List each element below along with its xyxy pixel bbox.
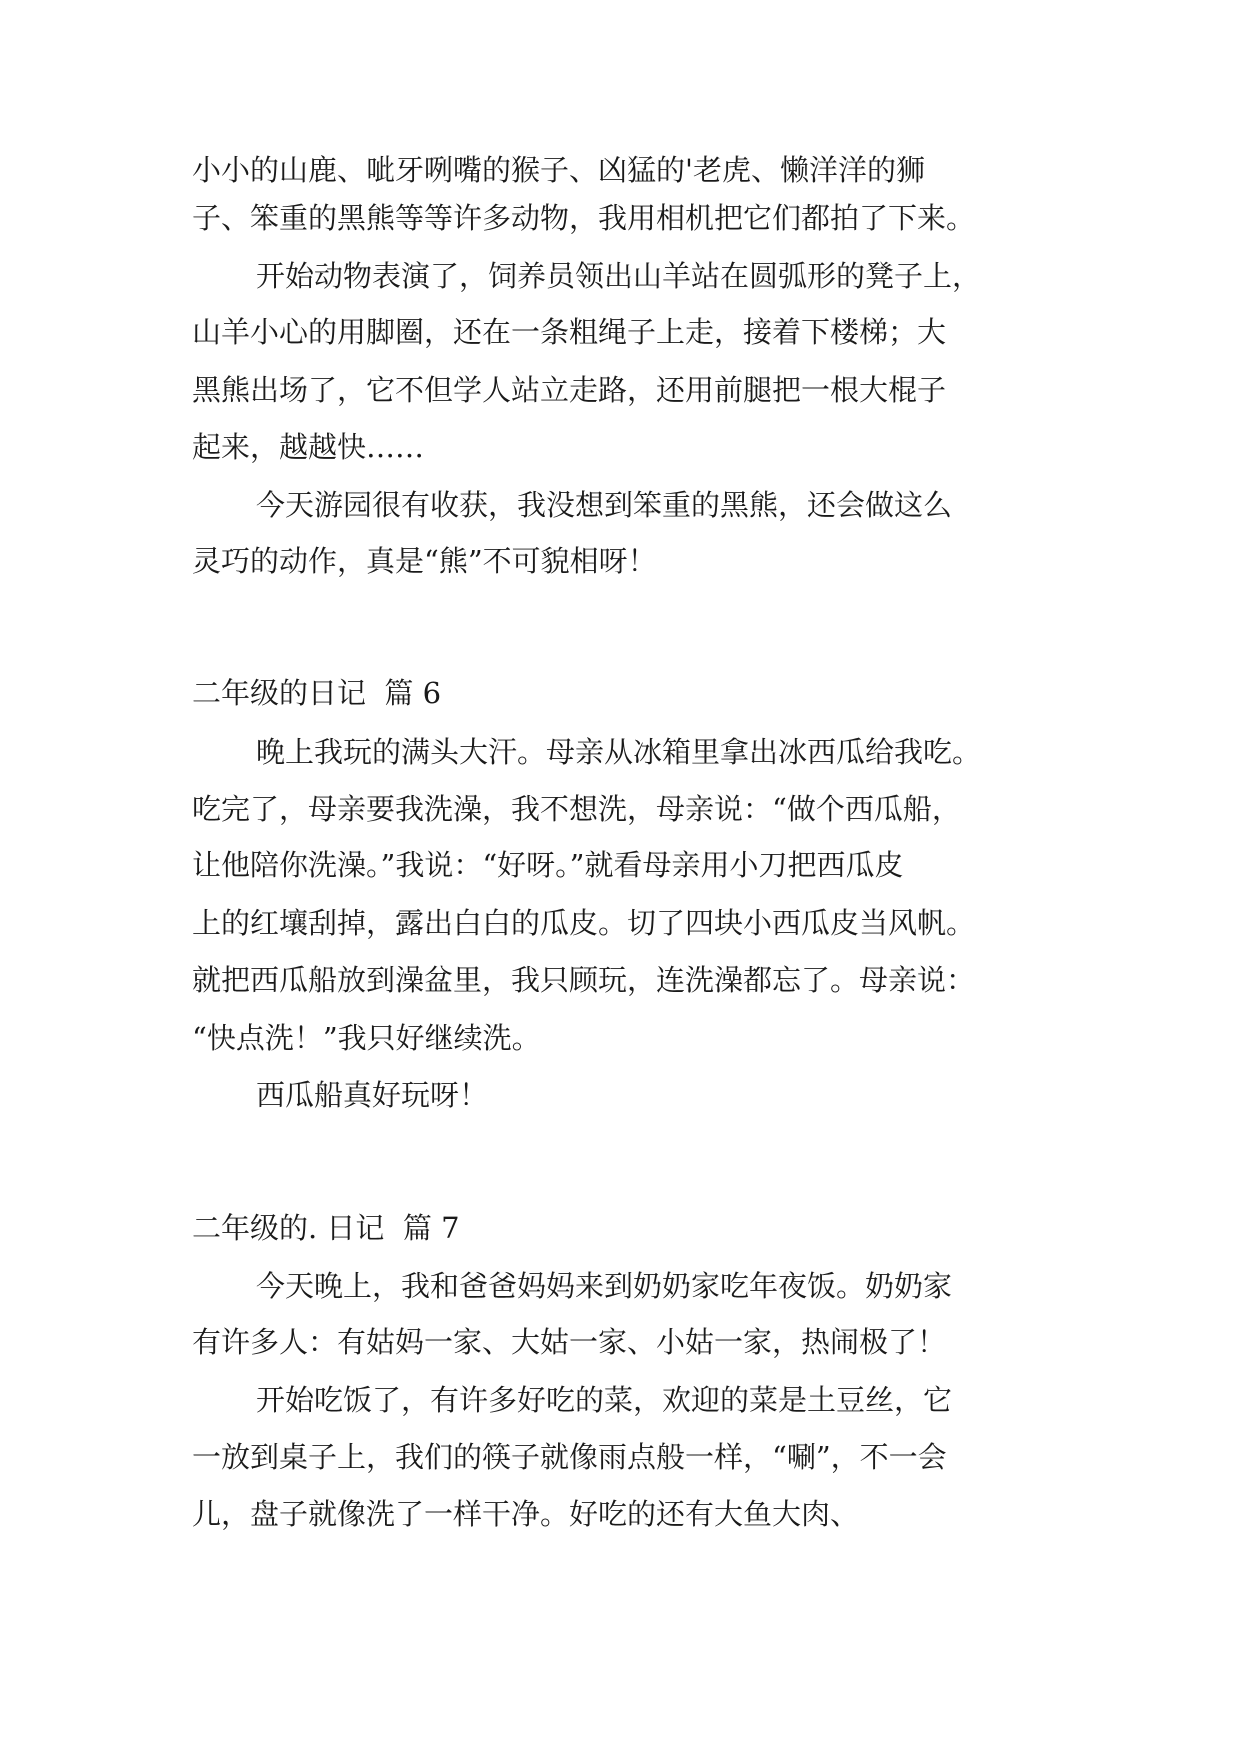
text-line: 晚上我玩的满头大汗。母亲从冰箱里拿出冰西瓜给我吃。 bbox=[256, 735, 982, 769]
text-line: 一放到桌子上，我们的筷子就像雨点般一样，“唰”，不一会 bbox=[192, 1440, 947, 1474]
text-line: 开始动物表演了，饲养员领出山羊站在圆弧形的凳子上， bbox=[256, 259, 982, 293]
text-line: 今天晚上，我和爸爸妈妈来到奶奶家吃年夜饭。奶奶家 bbox=[256, 1269, 953, 1303]
text-line: 今天游园很有收获，我没想到笨重的黑熊，还会做这么 bbox=[256, 488, 953, 522]
text-line: 吃完了，母亲要我洗澡，我不想洗，母亲说：“做个西瓜船， bbox=[192, 792, 961, 826]
section-heading: 二年级的日记 篇 6 bbox=[192, 676, 442, 710]
text-line: 西瓜船真好玩呀！ bbox=[256, 1078, 489, 1112]
text-line: 上的红壤刮掉，露出白白的瓜皮。切了四块小西瓜皮当风帆。 bbox=[192, 906, 976, 940]
text-line: 黑熊出场了，它不但学人站立走路，还用前腿把一根大棍子 bbox=[192, 373, 947, 407]
section-heading: 二年级的. 日记 篇 7 bbox=[192, 1211, 460, 1245]
text-line: 子、笨重的黑熊等等许多动物，我用相机把它们都拍了下来。 bbox=[192, 201, 976, 235]
text-line: 小小的山鹿、呲牙咧嘴的猴子、凶猛的'老虎、懒洋洋的狮 bbox=[192, 153, 925, 187]
text-line: 有许多人：有姑妈一家、大姑一家、小姑一家，热闹极了！ bbox=[192, 1325, 947, 1359]
text-line: 儿，盘子就像洗了一样干净。好吃的还有大鱼大肉、 bbox=[192, 1497, 860, 1531]
text-line: “快点洗！”我只好继续洗。 bbox=[192, 1021, 541, 1055]
text-line: 开始吃饭了，有许多好吃的菜，欢迎的菜是土豆丝，它 bbox=[256, 1383, 953, 1417]
text-line: 让他陪你洗澡。”我说：“好呀。”就看母亲用小刀把西瓜皮 bbox=[192, 848, 904, 882]
text-line: 山羊小心的用脚圈，还在一条粗绳子上走，接着下楼梯；大 bbox=[192, 315, 947, 349]
text-line: 起来，越越快…… bbox=[192, 430, 425, 464]
text-line: 灵巧的动作，真是“熊”不可貌相呀！ bbox=[192, 544, 657, 578]
text-line: 就把西瓜船放到澡盆里，我只顾玩，连洗澡都忘了。母亲说： bbox=[192, 963, 976, 997]
